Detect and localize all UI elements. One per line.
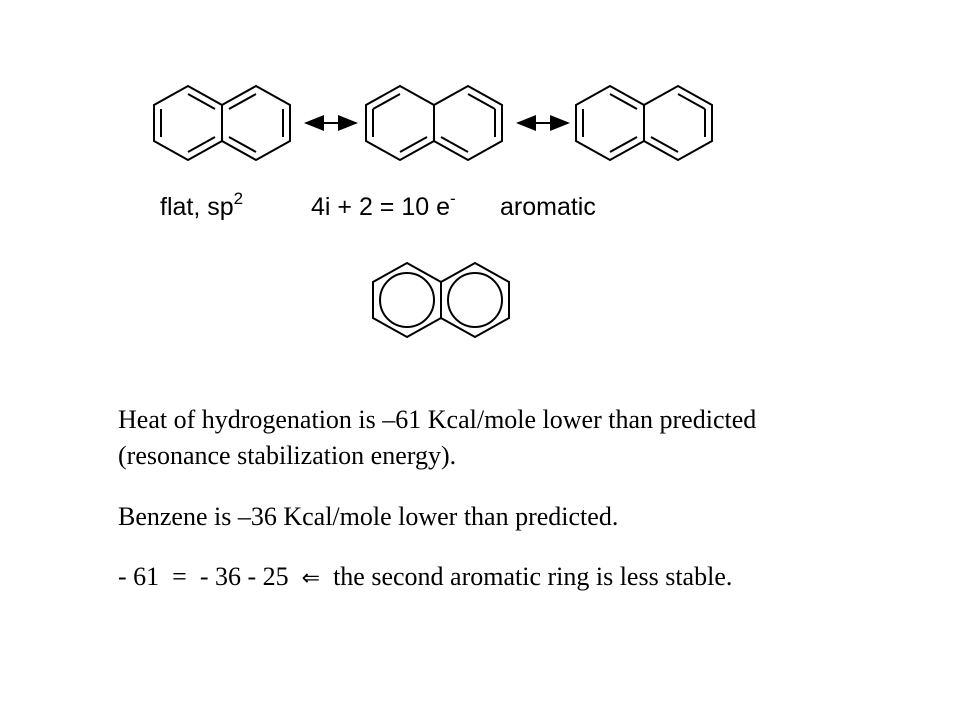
naphthalene-delocalized-structure bbox=[373, 263, 509, 337]
label-count-text: 4i + 2 = 10 e bbox=[311, 193, 451, 221]
body-line-4 bbox=[118, 562, 732, 594]
label-electron-count bbox=[311, 189, 456, 222]
label-flat-superscript: 2 bbox=[233, 189, 244, 208]
equation-text: - 61 = - 36 - 25 bbox=[118, 562, 302, 591]
naphthalene-structure-1 bbox=[154, 86, 290, 160]
body-line-3: Benzene is –36 Kcal/mole lower than predicted. bbox=[118, 502, 619, 531]
body-line-1: Heat of hydrogenation is –61 Kcal/mole lower than predicted bbox=[118, 405, 757, 434]
label-flat-text: flat, sp bbox=[160, 193, 234, 221]
label-flat-sp2 bbox=[160, 189, 244, 222]
body-line-2: (resonance stabilization energy). bbox=[118, 441, 457, 470]
naphthalene-structure-2 bbox=[366, 86, 502, 160]
conclusion-text: the second aromatic ring is less stable. bbox=[320, 562, 733, 591]
left-arrow-icon: ⇐ bbox=[301, 566, 321, 591]
label-aromatic: aromatic bbox=[500, 193, 596, 221]
naphthalene-structure-3 bbox=[576, 86, 712, 160]
label-count-superscript: - bbox=[450, 189, 456, 208]
